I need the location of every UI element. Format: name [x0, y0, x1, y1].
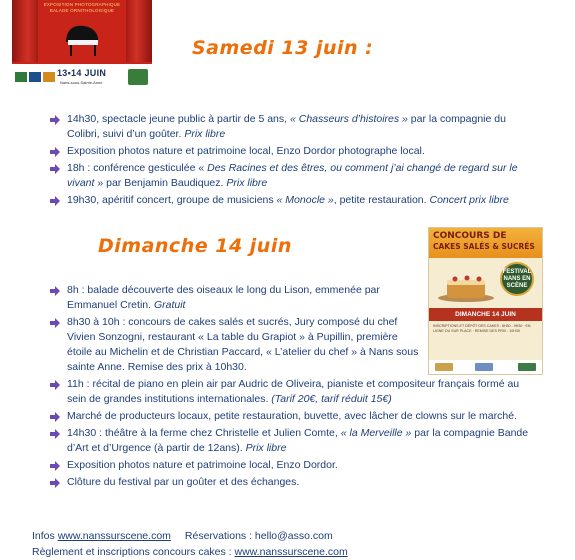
- festival-badge: FESTIVAL NANS EN SCÈNE: [500, 262, 534, 296]
- bullet-arrow-icon: [49, 147, 61, 157]
- poster-dates: 13•14 JUIN: [57, 68, 107, 78]
- item-text: sein de grandes institutions internationales.: [67, 393, 272, 405]
- poster-title: CAKES SALÉS & SUCRÉS: [433, 242, 535, 251]
- curtain-right: [126, 0, 152, 62]
- bullet-arrow-icon: [49, 429, 61, 439]
- item-text: Colibri, suivi d’un goûter.: [67, 128, 185, 140]
- price-note: Gratuit: [153, 299, 186, 311]
- reglement-label: Règlement et inscriptions concours cakes :: [32, 546, 235, 558]
- item-text: sainte Anne. Remise des prix à 10h30.: [67, 361, 247, 373]
- item-text: 18h : conférence gesticulée «: [67, 162, 208, 174]
- item-text: Emmanuel Cretin.: [67, 299, 154, 311]
- list-item: [48, 409, 538, 424]
- item-text: Marché de producteurs locaux, petite restauration, buvette, avec lâcher de clowns sur le marché.: [67, 410, 517, 422]
- item-text: , petite restauration.: [333, 194, 430, 206]
- list-item: [48, 458, 538, 473]
- saturday-heading: Samedi 13 juin :: [192, 37, 374, 59]
- list-item: [48, 283, 538, 313]
- piano-icon: [62, 18, 102, 58]
- bullet-arrow-icon: [49, 318, 61, 328]
- price-note: Concert prix libre: [429, 194, 509, 206]
- infos-label: Infos: [32, 530, 58, 542]
- show-title: « Chasseurs d’histoires »: [289, 113, 408, 125]
- poster-subtitle: [42, 2, 122, 14]
- bullet-arrow-icon: [49, 196, 61, 206]
- item-text: Exposition photos nature et patrimoine local, Enzo Dordor.: [67, 459, 338, 471]
- festival-poster: [12, 0, 152, 90]
- item-text: Clôture du festival par un goûter et des échanges.: [67, 476, 300, 488]
- sunday-program-list: [48, 283, 538, 492]
- price-note: Prix libre: [245, 442, 287, 454]
- bullet-arrow-icon: [49, 286, 61, 296]
- talk-title: vivant: [67, 177, 95, 189]
- partner-logo: [128, 69, 148, 85]
- curtain-left: [12, 0, 38, 62]
- item-text: Exposition photos nature et patrimoine local, Enzo Dordor photographe local.: [67, 145, 425, 157]
- poster-title: CONCOURS DE: [433, 231, 507, 241]
- bullet-arrow-icon: [49, 380, 61, 390]
- poster-expo-text: EXPOSITION PHOTOGRAPHIQUE: [43, 2, 121, 7]
- item-text: 11h : récital de piano en plein air par Audric de Oliveira, pianiste et compositeur français formé au: [67, 378, 520, 390]
- list-item: [48, 315, 538, 375]
- website-link[interactable]: www.nanssurscene.com: [57, 530, 171, 542]
- reglement-link[interactable]: www.nanssurscene.com: [234, 546, 348, 558]
- saturday-program-list: [48, 112, 523, 210]
- item-text: par la compagnie du: [407, 113, 506, 125]
- item-text: 14h30, spectacle jeune public à partir de 5 ans,: [67, 113, 290, 125]
- sunday-heading: Dimanche 14 juin: [98, 235, 292, 257]
- item-text: par la compagnie Bande: [411, 427, 529, 439]
- item-text: 8h : balade découverte des oiseaux le long du Lison, emmenée par: [67, 284, 380, 296]
- reservations-text: Réservations : hello@asso.com: [184, 530, 333, 542]
- price-note: (Tarif 20€, tarif réduit 15€): [271, 393, 392, 405]
- band-name: « Monocle »: [276, 194, 334, 206]
- poster-place: Nans-sous-Sainte-Anne: [60, 80, 103, 85]
- bullet-arrow-icon: [49, 461, 61, 471]
- bullet-arrow-icon: [49, 164, 61, 174]
- footer-infos: [32, 530, 333, 542]
- item-text: 14h30 : théâtre à la ferme chez Christelle et Julien Comte,: [67, 427, 341, 439]
- price-note: Prix libre: [184, 128, 226, 140]
- list-item: [48, 144, 523, 159]
- item-text: d’Art et d’Urgence (à partir de 12ans).: [67, 442, 246, 454]
- list-item: [48, 475, 538, 490]
- list-item: [48, 377, 538, 407]
- list-item: [48, 161, 523, 191]
- bullet-arrow-icon: [49, 412, 61, 422]
- bullet-arrow-icon: [49, 478, 61, 488]
- sponsor-logo: [15, 69, 55, 85]
- item-text: » par Benjamin Baudiquez.: [94, 177, 227, 189]
- item-text: 8h30 à 10h : concours de cakes salés et sucrés, Jury composé du chef: [67, 316, 398, 328]
- poster-balade-text: BALADE ORNITHOLOGIQUE: [49, 8, 115, 13]
- poster-info-text: INSCRIPTIONS ET DÉPÔT DES CAKES : 8H30 - 9H30 · EN LIGNE OU SUR PLACE · REMISE DES PRIX : 10H30: [433, 324, 531, 333]
- show-title: « la Merveille »: [340, 427, 412, 439]
- item-text: Vivien Sonzogni, restaurant « La table du Grapiot » à Pupillin, première: [67, 331, 398, 343]
- price-note: Prix libre: [226, 177, 268, 189]
- item-text: étoile au Michelin et de Christian Paccard, « L’atelier du chef » à Nans sous: [67, 346, 419, 358]
- footer-reglement: [32, 546, 348, 558]
- list-item: [48, 193, 523, 208]
- poster-date-ribbon: DIMANCHE 14 JUIN: [429, 308, 542, 321]
- list-item: [48, 426, 538, 456]
- item-text: 19h30, apéritif concert, groupe de musiciens: [67, 194, 277, 206]
- bullet-arrow-icon: [49, 115, 61, 125]
- list-item: [48, 112, 523, 142]
- talk-title: Des Racines et des êtres, ou comment j’ai changé de regard sur le: [207, 162, 518, 174]
